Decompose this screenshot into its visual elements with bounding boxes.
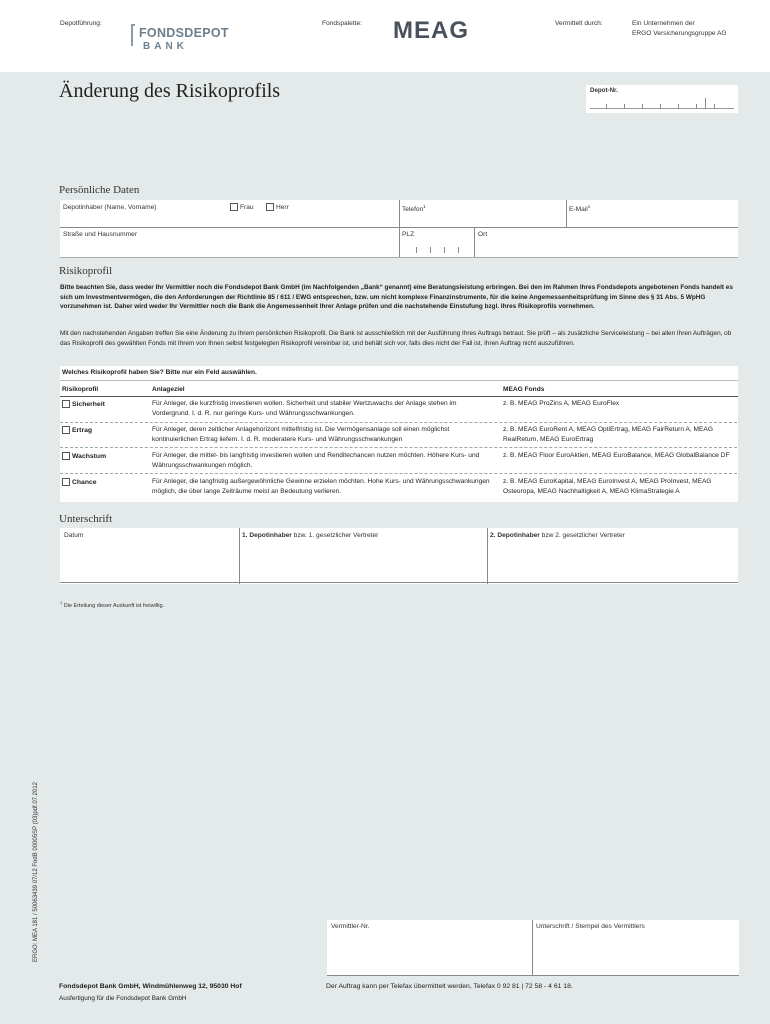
depot-nr-label: Depot-Nr. — [590, 87, 618, 94]
vermittelt-line1: Ein Unternehmen der — [632, 20, 695, 27]
risk-funds-text: z. B. MEAG EuroRent A, MEAG OptiErtrag, MEAG FairReturn A, MEAG RealReturn, MEAG EuroErtrag — [503, 426, 713, 443]
vermittler-stamp-field[interactable]: Unterschrift / Stempel des Vermittlers — [536, 923, 645, 930]
holder1-rest: bzw. 1. gesetzlicher Vertreter — [293, 532, 379, 539]
risk-funds-text: z. B. MEAG ProZins A, MEAG EuroFlex — [503, 400, 620, 407]
depot-nr-field[interactable] — [586, 85, 738, 113]
holder2-rest: bzw 2. gesetzlicher Vertreter — [541, 532, 625, 539]
footnote-mark: 1 — [60, 600, 63, 605]
risk-goal-text: Für Anleger, deren zeitlicher Anlagehorizont mittelfristig ist. Die Vermögensanlage soll einen möglichst kontinuierlichen Ertrag liefern. I. d. R. moderatere Kurs- und Währungsschwankungen — [152, 426, 450, 443]
signature-form — [60, 528, 738, 584]
page-title: Änderung des Risikoprofils — [59, 80, 281, 102]
holder2-signature-field[interactable] — [490, 532, 625, 539]
depotfuehrung-label: Depotführung: — [60, 20, 102, 27]
risk-question: Welches Risikoprofil haben Sie? Bitte nur ein Feld auswählen. — [62, 369, 257, 376]
ort-field[interactable]: Ort — [478, 231, 488, 238]
risk-option-wachstum[interactable] — [62, 452, 106, 460]
risk-funds-text: z. B. MEAG Floor EuroAktien, MEAG EuroBalance, MEAG GlobalBalance DF — [503, 452, 730, 459]
vermittelt-label: Vermittelt durch: — [555, 20, 603, 27]
risk-option-ertrag[interactable] — [62, 426, 92, 434]
bank-logo-line2: BANK — [143, 41, 188, 52]
datum-field[interactable]: Datum — [64, 532, 84, 539]
frau-checkbox[interactable] — [230, 203, 254, 211]
strasse-field[interactable]: Straße und Hausnummer — [63, 231, 138, 238]
email-footnote-mark: 1 — [587, 204, 591, 209]
fondsdepot-bank-logo — [131, 24, 227, 54]
herr-checkbox[interactable] — [266, 203, 289, 211]
risk-option-label: Wachstum — [72, 452, 107, 460]
risk-option-chance[interactable] — [62, 478, 97, 486]
personal-data-heading: Persönliche Daten — [59, 184, 140, 196]
telefon-label: Telefon — [402, 206, 424, 214]
risk-notice-text: Mit den nachstehenden Angaben treffen Sie eine Änderung zu Ihrem persönlichen Risikoprofil. Die Bank ist ausschließlich mit der Ausführung Ihres Auftrags betraut. Sie prüft – als zusätzliche Serviceleistung – bei allen Ihren Aufträgen, ob das Risikoprofil des gewählten Fonds mit Ihrem von Ihnen selbst festgelegten Risikoprofil vereinbar ist, und behält sich vor, falls dies nicht der Fall ist, Ihren Auftrag nicht auszuführen. — [60, 330, 732, 347]
risk-goal-text: Für Anleger, die mittel- bis langfristig investieren wollen und Renditechancen nutzen möchten. Höhere Kurs- und Währungsschwankungen möglich. — [152, 452, 480, 469]
risk-funds-text: z. B. MEAG EuroKapital, MEAG EuroInvest A, MEAG ProInvest, MEAG Osteuropa, MEAG Nachhaltigkeit A, MEAG KlimaStrategie A — [503, 478, 712, 495]
form-side-code: ERGO: MEA 181 / 50063439 07/12 FodB 00005SP (03)pdf.07.2012 — [33, 781, 39, 962]
risk-option-sicherheit[interactable] — [62, 400, 105, 408]
personal-data-form — [60, 200, 738, 258]
col-goal-header: Anlageziel — [152, 386, 185, 393]
risk-heading: Risikoprofil — [59, 265, 113, 277]
herr-label: Herr — [276, 203, 289, 211]
vermittelt-line2: ERGO Versicherungsgruppe AG — [632, 30, 727, 37]
risk-goal-text: Für Anleger, die langfristig außergewöhnliche Gewinne erzielen möchten. Hohe Kurs- und Währungsschwankungen möglich, die über lange Zeiträume meist an Bedeutung verlieren. — [152, 478, 490, 495]
plz-ticks — [402, 242, 474, 254]
footnote-text: Die Erteilung dieser Auskunft ist freiwillig. — [63, 602, 165, 609]
holder2-bold: 2. Depotinhaber — [490, 532, 540, 539]
col-profile-header: Risikoprofil — [62, 386, 99, 393]
footnote — [60, 600, 164, 609]
email-label: E-Mail — [569, 206, 588, 214]
footer-address: Fondsdepot Bank GmbH, Windmühlenweg 12, 95030 Hof — [59, 983, 242, 990]
telefon-field[interactable] — [402, 204, 426, 213]
signature-heading: Unterschrift — [59, 513, 113, 525]
holder1-bold: 1. Depotinhaber — [242, 532, 292, 539]
risk-option-label: Chance — [72, 478, 97, 486]
holder1-signature-field[interactable] — [242, 532, 378, 539]
meag-logo: MEAG — [393, 17, 469, 44]
telefon-footnote-mark: 1 — [423, 204, 426, 209]
vermittler-nr-field[interactable]: Vermittler-Nr. — [331, 923, 370, 930]
vermittler-box — [327, 920, 739, 976]
frau-label: Frau — [240, 203, 254, 211]
risk-goal-text: Für Anleger, die kurzfristig investieren wollen. Sicherheit und stabiler Wertzuwachs der Anlage stehen im Vordergrund. I. d. R. nur geringe Kurs- und Währungsschwankungen. — [152, 400, 457, 417]
risk-option-label: Sicherheit — [72, 400, 105, 408]
col-funds-header: MEAG Fonds — [503, 386, 545, 393]
footer-copy-note: Ausfertigung für die Fondsdepot Bank GmbH — [59, 995, 187, 1002]
risk-notice-bold: Bitte beachten Sie, dass weder Ihr Vermittler noch die Fondsdepot Bank GmbH (im Nachfolgenden „Bank“ genannt) eine Beratungsleistung erbringen. Bei den im Rahmen Ihres Fondsdepots angebotenen Fonds handelt es sich um Investmentvermögen, die den Anforderungen der Richtlinie 85 / 611 / EWG entsprechen, bzw. um nicht komplexe Finanzinstrumente, für die keine Angemessenheitsprüfung im Sinne des § 31 Abs. 5 WpHG vorzunehmen ist. Daher wird weder Ihr Vermittler noch die Bank die Angemessenheit Ihrer Anlage prüfen und die nachstehende Einstufung bzgl. Ihres Risikoprofils vornehmen. — [60, 284, 733, 311]
bank-logo-line1: FONDSDEPOT — [139, 26, 229, 40]
depotinhaber-field[interactable]: Depotinhaber (Name, Vorname) — [63, 204, 157, 211]
footer-fax-note: Der Auftrag kann per Telefax übermittelt werden, Telefax 0 92 81 | 72 58 - 4 61 18. — [326, 983, 573, 990]
fondspalette-label: Fondspalette: — [322, 20, 362, 27]
risk-option-label: Ertrag — [72, 426, 93, 434]
email-field[interactable] — [569, 204, 590, 213]
plz-field[interactable]: PLZ — [402, 231, 415, 238]
